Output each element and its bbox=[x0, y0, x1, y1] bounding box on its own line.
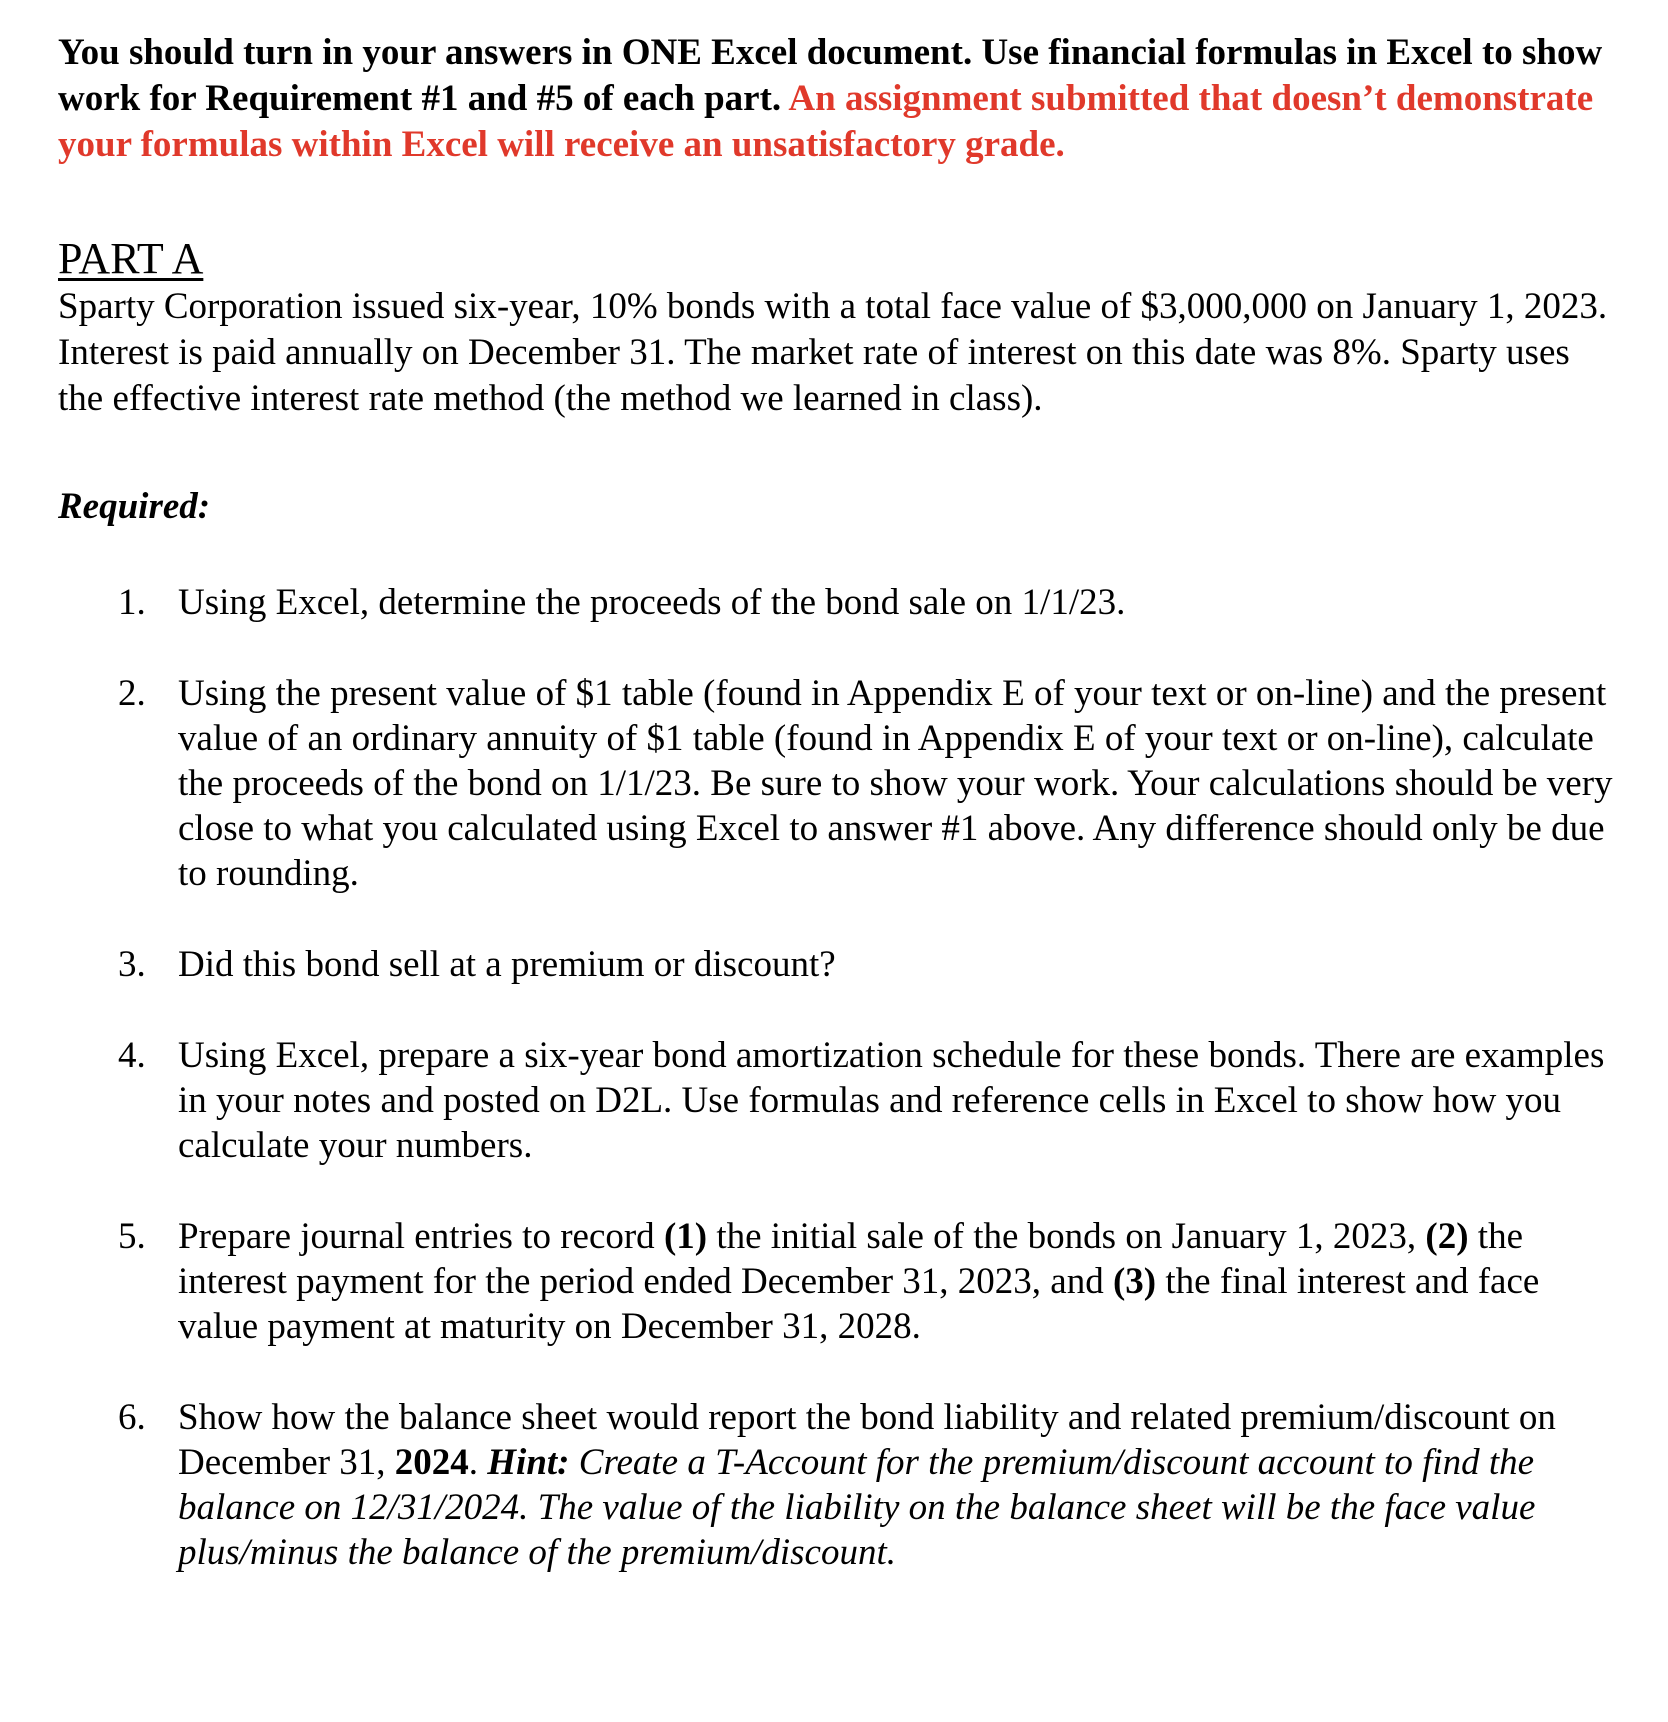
entry-marker-2: (2) bbox=[1425, 1216, 1469, 1257]
balance-sheet-year: 2024 bbox=[394, 1442, 469, 1483]
requirement-2 bbox=[58, 671, 1618, 896]
requirement-number: 5. bbox=[118, 1216, 146, 1257]
requirement-text: the final interest and face value payment at maturity on December 31, 2028. bbox=[178, 1261, 1540, 1347]
requirement-text: Using Excel, determine the proceeds of the bond sale on 1/1/23. bbox=[178, 582, 1126, 623]
intro-warning: An assignment submitted that doesn’t demonstrate your formulas within Excel will receive an unsatisfactory grade. bbox=[58, 78, 1594, 165]
requirement-text: the initial sale of the bonds on January 1, 2023, bbox=[716, 1216, 1417, 1257]
requirement-text: Using the present value of $1 table (found in Appendix E of your text or on-line) and the present value of an ordinary annuity of $1 table (found in Appendix E of your text or on-line), calculate the proceeds of the bond on 1/1/23. Be sure to show your work. Your calculations should be very close to what you calculated using Excel to answer #1 above. Any difference should only be due to rounding. bbox=[178, 673, 1613, 894]
requirement-text: the interest payment for the period ended December 31, 2023, and bbox=[178, 1216, 1523, 1302]
requirement-number: 4. bbox=[118, 1035, 146, 1076]
entry-marker-1: (1) bbox=[663, 1216, 708, 1257]
intro-instructions bbox=[58, 30, 1618, 168]
hint-label: Hint: bbox=[487, 1442, 570, 1483]
requirement-3 bbox=[58, 942, 1618, 987]
requirement-number: 3. bbox=[118, 944, 146, 985]
part-a-heading: PART A bbox=[58, 234, 204, 283]
requirement-4 bbox=[58, 1033, 1618, 1168]
required-heading: Required: bbox=[58, 486, 211, 527]
requirement-text: Prepare journal entries to record bbox=[178, 1216, 655, 1257]
requirement-1 bbox=[58, 580, 1618, 625]
hint-text: Create a T-Account for the premium/discount account to find the balance on 12/31/2024. The value of the liability on the balance sheet will be the face value plus/minus the balance of the premium/discount. bbox=[178, 1442, 1536, 1573]
intro-text: You should turn in your answers in ONE Excel document. Use financial formulas in Excel to show work for Requirement #1 and #5 of each part. bbox=[58, 32, 1603, 119]
document-page bbox=[58, 30, 1618, 1575]
requirement-text: Show how the balance sheet would report the bond liability and related premium/discount on December 31, bbox=[178, 1397, 1556, 1483]
entry-marker-3: (3) bbox=[1112, 1261, 1157, 1302]
part-a-description: Sparty Corporation issued six-year, 10% bonds with a total face value of $3,000,000 on January 1, 2023. Interest is paid annually on December 31. The market rate of interest on this date was 8%. Sparty uses the effective interest rate method (the method we learned in class). bbox=[58, 286, 1608, 419]
requirement-text: Did this bond sell at a premium or discount? bbox=[178, 944, 836, 985]
requirement-number: 2. bbox=[118, 673, 146, 714]
requirement-number: 1. bbox=[118, 582, 146, 623]
requirement-text: Using Excel, prepare a six-year bond amortization schedule for these bonds. There are examples in your notes and posted on D2L. Use formulas and reference cells in Excel to show how you calculate your numbers. bbox=[178, 1035, 1605, 1166]
requirement-6 bbox=[58, 1395, 1618, 1575]
requirement-number: 6. bbox=[118, 1397, 146, 1438]
requirements-list bbox=[58, 580, 1618, 1575]
requirement-5 bbox=[58, 1214, 1618, 1349]
sentence-period: . bbox=[468, 1442, 479, 1483]
